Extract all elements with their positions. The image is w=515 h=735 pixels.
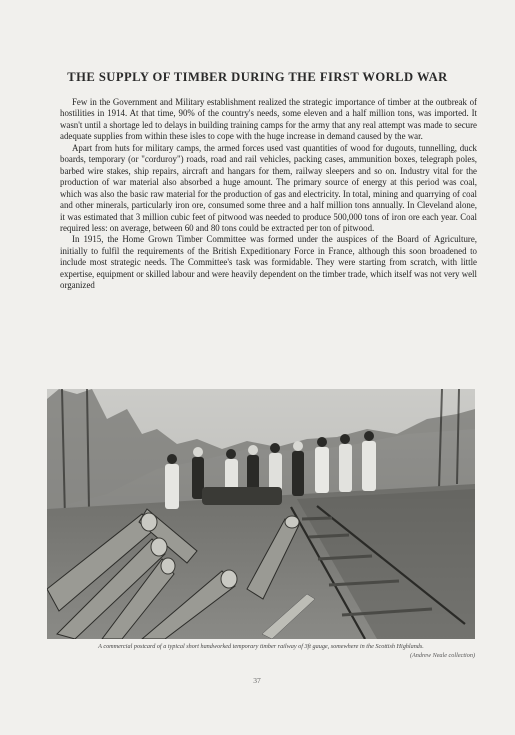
paragraph-2: Apart from huts for military camps, the armed forces used vast quantities of wood for dugouts, tunnelling, duck boards, temporary (or "corduroy") roads, road and rail vehicles, packing cases, ammunition boxes, telegraph poles, barbed wire stakes, ship repairs, aircraft and hangars for them, railway sleepers and so on. Industry vital for the production of war material also absorbed a huge amount. The primary source of energy at this period was coal, which was also the basic raw material for the production of gas and electricity. In total, mining and quarrying of coal and other minerals, particularly iron ore, consumed some three and a half million tons annually. In Cleveland alone, it was estimated that 3 million cubic feet of pitwood was needed to produce 500,000 tons of iron ore each year. Coal required less: on average, between 60 and 80 tons could be extracted per ton of pitwood. — [60, 142, 477, 233]
photo-caption: A commercial postcard of a typical short handworked temporary timber railway of 3ft gauge, somewhere in the Scottish Highlands. — [98, 643, 424, 650]
photo-credit: (Andrew Neale collection) — [409, 652, 475, 659]
paragraph-1: Few in the Government and Military establishment realized the strategic importance of timber at the outbreak of hostilities in 1914. At that time, 90% of the country's needs, some eleven and a half million tons, was imported. It wasn't until a shortage led to delays in building training camps for the army that any real attempt was made to secure adequate supplies from within these isles to cope with the huge increase in demand caused by the war. — [60, 97, 477, 142]
timber-railway-photo — [47, 389, 475, 639]
paragraph-3: In 1915, the Home Grown Timber Committee was formed under the auspices of the Board of Agriculture, initially to fulfil the requirements of the British Expeditionary Force in France, although this soon broadened to include most strategic needs. The Committee's task was formidable. They were starting from scratch, with little expertise, equipment or skilled labour and were heavily dependent on the timber trade, which itself was not very well organized — [60, 234, 477, 291]
body-text — [60, 97, 477, 292]
historical-photograph — [47, 389, 475, 639]
page-title: THE SUPPLY OF TIMBER DURING THE FIRST WORLD WAR — [67, 70, 448, 84]
page-number: 37 — [253, 676, 261, 685]
